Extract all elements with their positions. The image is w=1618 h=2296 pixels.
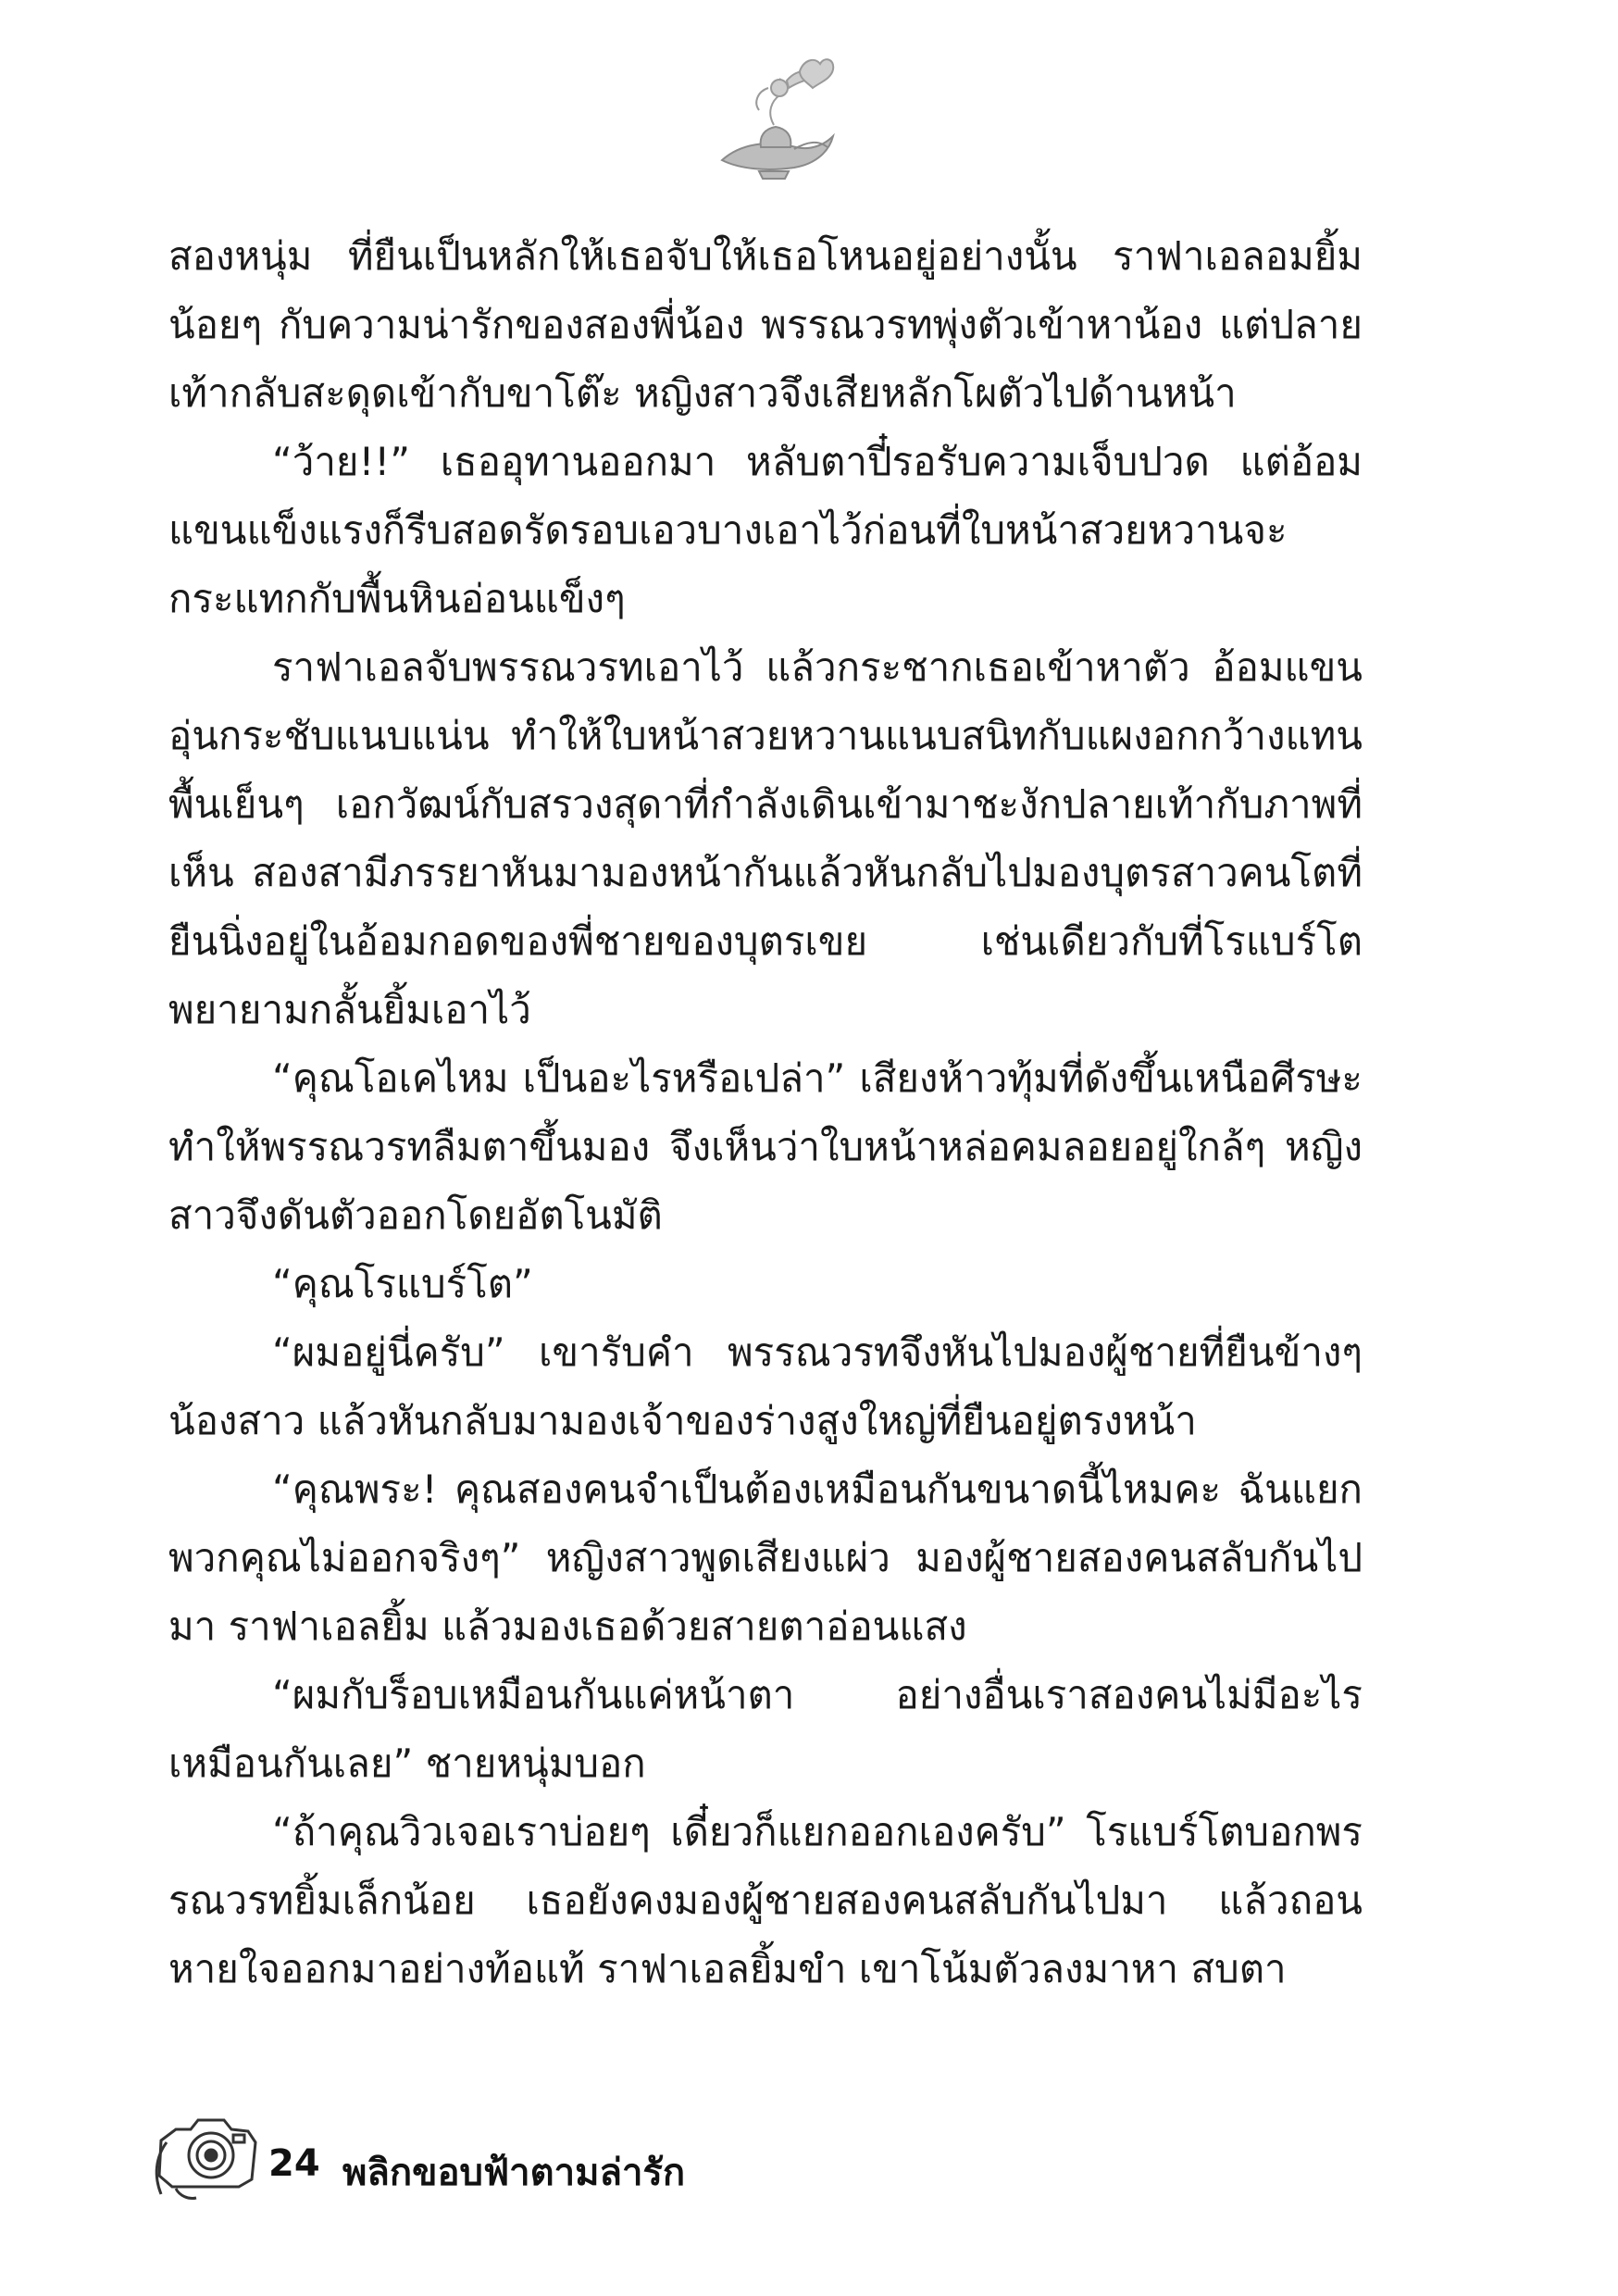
paragraph: “คุณโรแบร์โต” [272,1261,533,1306]
paragraph: “คุณโอเคไหม เป็นอะไรหรือเปล่า” เสียงห้าวทุ้มที่ดังขึ้นเหนือศีรษะทำให้พรรณวรทลืมตาขึ้นมอง จึงเห็นว่าใบหน้าหล่อคมลอยอยู่ใกล้ๆ หญิงสาวจึงดันตัวออกโดยอัตโนมัติ [168,1055,1363,1238]
paragraph: “ผมกับร็อบเหมือนกันแค่หน้าตา อย่างอื่นเราสองคนไม่มีอะไรเหมือนกันเลย” ชายหนุ่มบอก [168,1672,1363,1786]
paragraph: สองหนุ่ม ที่ยืนเป็นหลักให้เธอจับให้เธอโหนอยู่อย่างนั้น ราฟาเอลอมยิ้มน้อยๆ กับความน่ารักของสองพี่น้อง พรรณวรทพุ่งตัวเข้าหาน้อง แต่ปลายเท้ากลับสะดุดเข้ากับขาโต๊ะ หญิงสาวจึงเสียหลักโผตัวไปด้านหน้า [168,233,1363,416]
book-title: พลิกขอบฟ้าตามล่ารัก [342,2152,686,2194]
paragraph: “คุณพระ! คุณสองคนจำเป็นต้องเหมือนกันขนาดนี้ไหมคะ ฉันแยกพวกคุณไม่ออกจริงๆ” หญิงสาวพูดเสียงแผ่ว มองผู้ชายสองคนสลับกันไปมา ราฟาเอลยิ้ม แล้วมองเธอด้วยสายตาอ่อนแสง [168,1466,1363,1649]
genie-lamp-with-cupid-icon [703,51,842,190]
paragraph: “ผมอยู่นี่ครับ” เขารับคำ พรรณวรทจึงหันไปมองผู้ชายที่ยืนข้างๆ น้องสาว แล้วหันกลับมามองเจ้าของร่างสูงใหญ่ที่ยืนอยู่ตรงหน้า [168,1329,1363,1443]
page-footer [148,2102,981,2213]
body-text [168,222,1363,2003]
paragraph: “ถ้าคุณวิวเจอเราบ่อยๆ เดี๋ยวก็แยกออกเองครับ” โรแบร์โตบอกพรรณวรทยิ้มเล็กน้อย เธอยังคงมองผู้ชายสองคนสลับกันไปมา แล้วถอนหายใจออกมาอย่างท้อแท้ ราฟาเอลยิ้มขำ เขาโน้มตัวลงมาหา สบตา [168,1809,1363,1991]
vintage-camera-icon [148,2102,264,2203]
paragraph: “ว้าย!!” เธออุทานออกมา หลับตาปี๋รอรับความเจ็บปวด แต่อ้อมแขนแข็งแรงก็รีบสอดรัดรอบเอวบางเอาไว้ก่อนที่ใบหน้าสวยหวานจะกระแทกกับพื้นหินอ่อนแข็งๆ [168,439,1363,621]
page-number: 24 [268,2142,320,2185]
paragraph: ราฟาเอลจับพรรณวรทเอาไว้ แล้วกระชากเธอเข้าหาตัว อ้อมแขนอุ่นกระชับแนบแน่น ทำให้ใบหน้าสวยหวานแนบสนิทกับแผงอกกว้างแทนพื้นเย็นๆ เอกวัฒน์กับสรวงสุดาที่กำลังเดินเข้ามาชะงักปลายเท้ากับภาพที่เห็น สองสามีภรรยาหันมามองหน้ากันแล้วหันกลับไปมองบุตรสาวคนโตที่ยืนนิ่งอยู่ในอ้อมกอดของพี่ชายของบุตรเขย เช่นเดียวกับที่โรแบร์โตพยายามกลั้นยิ้มเอาไว้ [168,644,1363,1032]
